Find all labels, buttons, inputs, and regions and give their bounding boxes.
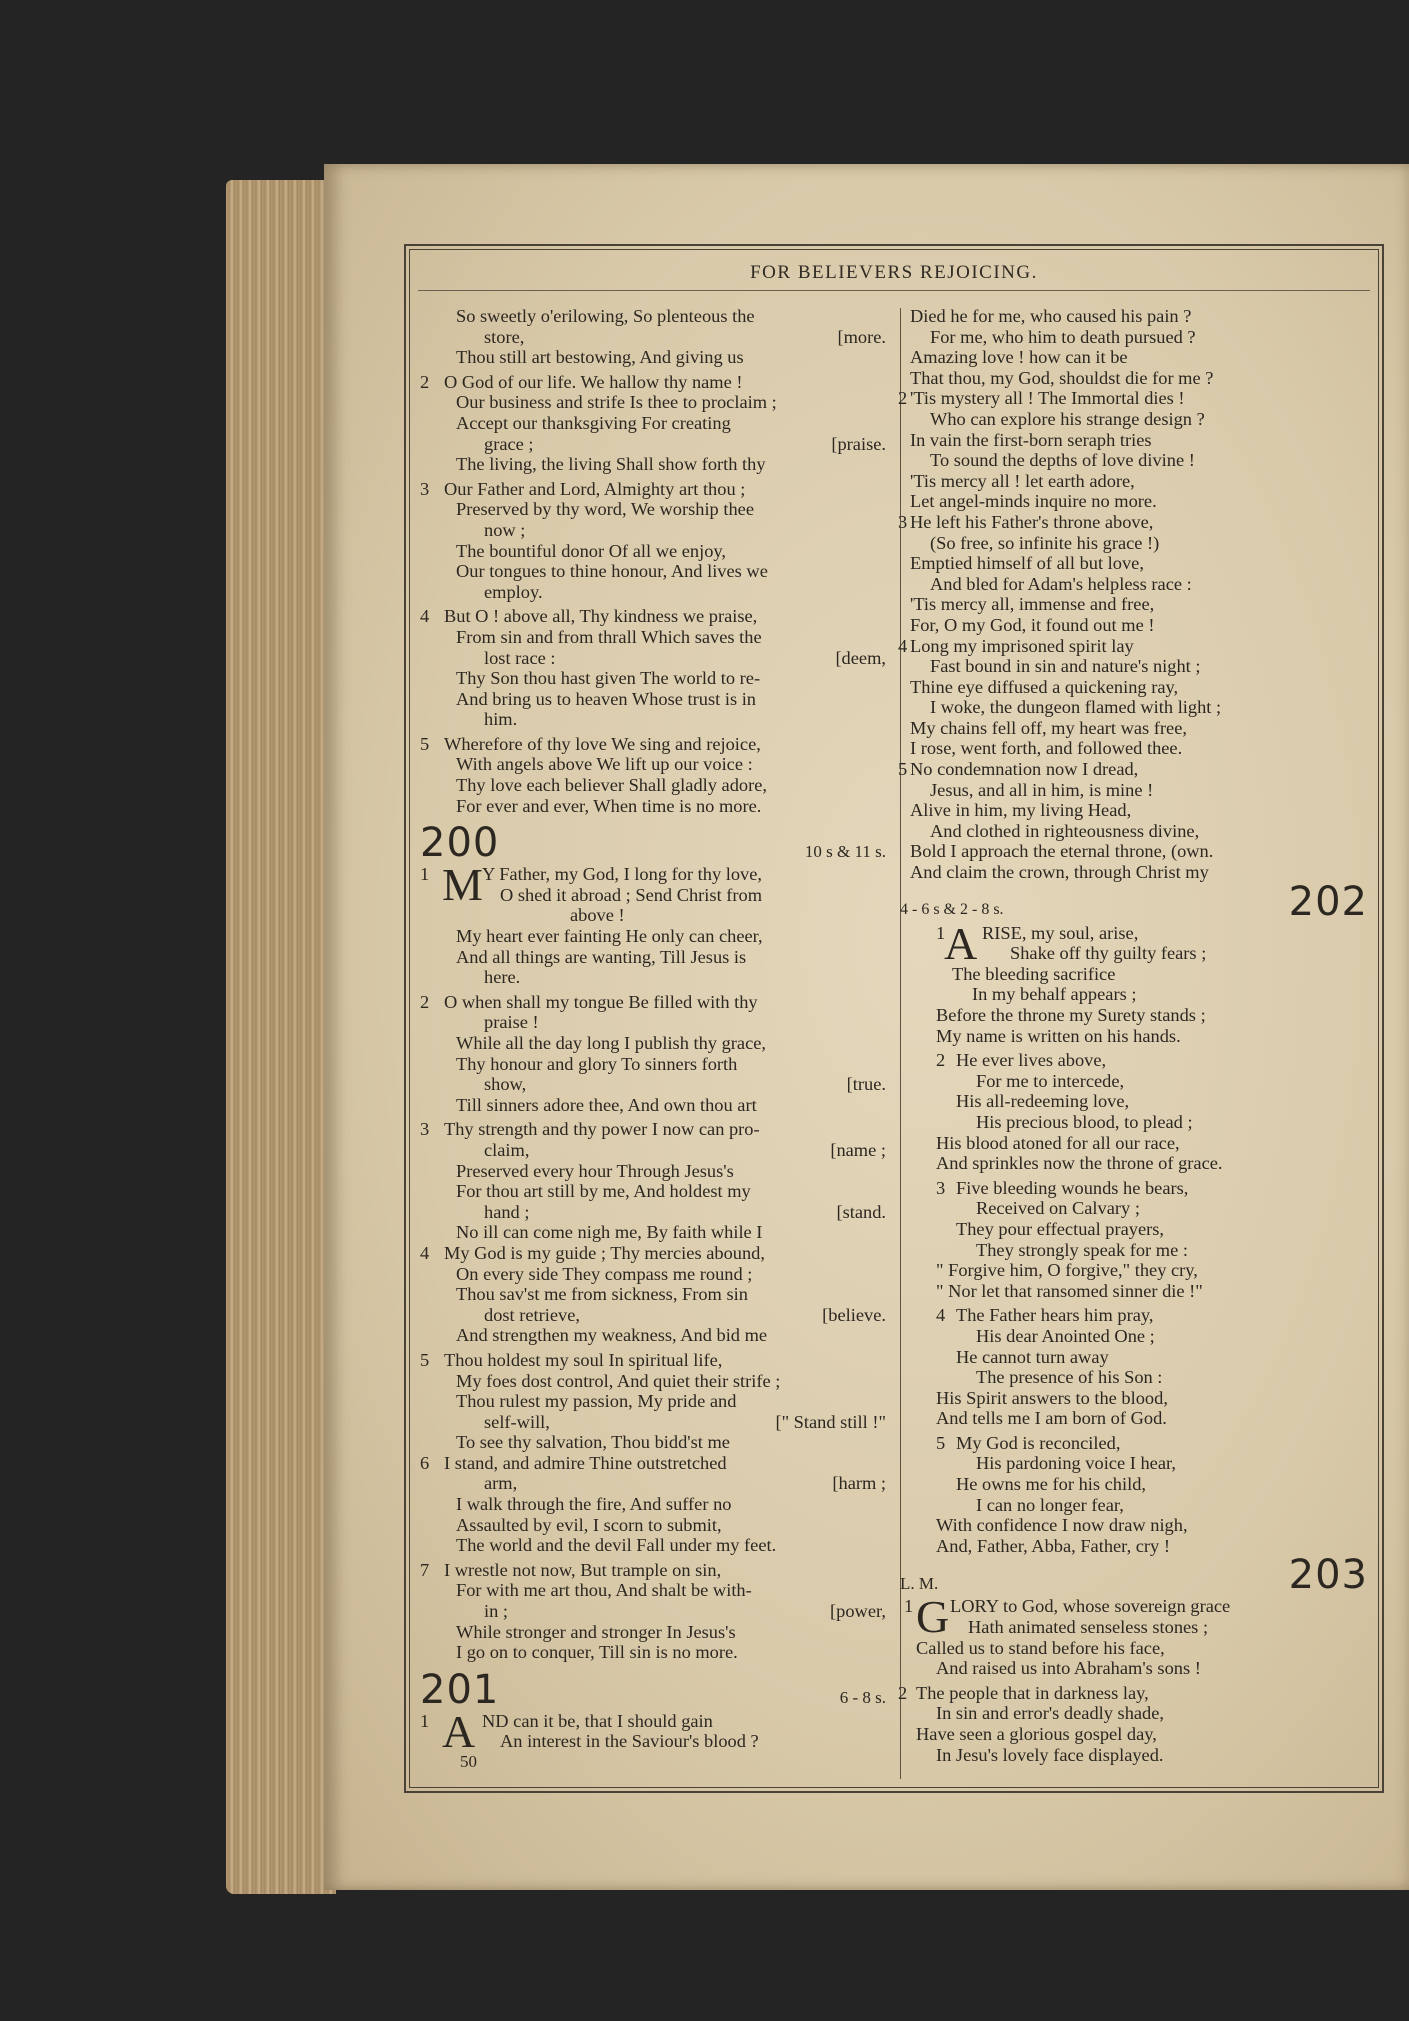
verse-line: grace ; [praise.	[484, 433, 886, 454]
page-frame	[404, 244, 1384, 1793]
hymn-202-verse-3	[910, 1178, 1368, 1302]
verse-line: And strengthen my weakness, And bid me	[456, 1325, 768, 1346]
hymn-201-verse-1	[420, 1705, 892, 1757]
hymn-number: 200	[420, 820, 500, 867]
verse-number: 6	[420, 1452, 430, 1473]
verse-3	[420, 479, 892, 603]
verse-line: Assaulted by evil, I scorn to submit,	[456, 1514, 722, 1535]
verse-line: I can no longer fear,	[976, 1494, 1124, 1515]
verse-line: Accept our thanksgiving For creating	[456, 412, 731, 433]
verse-line: He cannot turn away	[956, 1346, 1109, 1367]
hymn-200-verse-6	[420, 1453, 892, 1556]
verse-line: His dear Anointed One ;	[976, 1325, 1155, 1346]
verse-line: Have seen a glorious gospel day,	[916, 1724, 1157, 1744]
verse-line: Bold I approach the eternal throne, (own.	[910, 841, 1214, 862]
verse-line: praise !	[484, 1012, 539, 1033]
verse-line: 'Tis mercy all ! let earth adore,	[910, 470, 1135, 491]
hymn-number: 203	[1288, 1552, 1368, 1599]
verse-line: 2 O when shall my tongue Be filled with thy	[420, 991, 758, 1012]
verse-line: His blood atoned for all our race,	[936, 1132, 1180, 1153]
verse-line: Thou sav'st me from sickness, From sin	[456, 1284, 748, 1305]
verse-line: 4 The Father hears him pray,	[936, 1305, 1154, 1326]
verse-line: show, [true.	[484, 1074, 886, 1095]
verse-line: him.	[484, 709, 518, 730]
verse-line: To see thy salvation, Thou bidd'st me	[456, 1432, 730, 1453]
verse-line: Thou still art bestowing, And giving us	[456, 347, 744, 368]
verse-line: 5 Thou holdest my soul In spiritual life,	[420, 1349, 723, 1370]
verse-line: They strongly speak for me :	[976, 1239, 1188, 1260]
verse-2	[420, 372, 892, 475]
verse-line: 3 He left his Father's throne above,	[898, 511, 1154, 532]
verse-line: The bountiful donor Of all we enjoy,	[456, 540, 727, 561]
verse-line: Amazing love ! how can it be	[910, 347, 1128, 368]
verse-line: I rose, went forth, and followed thee.	[910, 738, 1183, 759]
verse-number: 2	[898, 1682, 908, 1703]
verse-line: In vain the first-born seraph tries	[910, 429, 1152, 450]
verse-4	[420, 606, 892, 730]
verse-number: 5	[420, 1349, 430, 1370]
hymn-meter: 4 - 6 s & 2 - 8 s.	[900, 901, 1004, 919]
verse-line: 1 LORY to God, whose sovereign grace	[904, 1596, 1231, 1617]
verse-line: The presence of his Son :	[976, 1367, 1163, 1388]
verse-line: While stronger and stronger In Jesus's	[456, 1621, 736, 1642]
verse-line: 1 Y Father, my God, I long for thy love,	[420, 864, 763, 885]
verse-line: While all the day long I publish thy grace,	[456, 1033, 767, 1053]
hymn-201-verse-3	[898, 511, 1368, 636]
verse-number: 1	[420, 864, 430, 885]
verse-line: arm, [harm ;	[484, 1473, 886, 1494]
verse-number: 2	[420, 371, 430, 392]
verse-line: Preserved every hour Through Jesus's	[456, 1160, 734, 1181]
verse-number: 2	[420, 991, 430, 1012]
verse-line: 3 Thy strength and thy power I now can pro-	[420, 1119, 760, 1140]
verse-line: 1 RISE, my soul, arise,	[936, 922, 1139, 943]
verse-line: He owns me for his child,	[956, 1474, 1147, 1495]
drop-cap: A	[442, 1705, 476, 1757]
verse-line: store, [more.	[484, 326, 886, 347]
verse-line: For thou art still by me, And holdest my	[456, 1181, 751, 1202]
verse-line: And claim the crown, through Christ my	[910, 862, 1209, 883]
verse-line: Our tongues to thine honour, And lives we	[456, 561, 768, 582]
verse-number: 4	[898, 635, 908, 656]
verse-line: My heart ever fainting He only can cheer,	[456, 926, 763, 947]
verse-line: Till sinners adore thee, And own thou art	[456, 1094, 757, 1115]
verse-line: Thy love each believer Shall gladly adore,	[456, 775, 767, 796]
hymn-meter: L. M.	[900, 1573, 939, 1593]
verse-line: Alive in him, my living Head,	[910, 800, 1132, 821]
verse-line: 5 No condemnation now I dread,	[898, 759, 1139, 780]
verse-number: 7	[420, 1559, 430, 1580]
verse-line: above !	[570, 905, 625, 926]
verse-number: 5	[936, 1432, 946, 1453]
hymn-200-verse-3	[420, 1119, 892, 1243]
verse-line: Let angel-minds inquire no more.	[910, 491, 1157, 512]
verse-number: 2	[936, 1050, 946, 1071]
verse-line: 7 I wrestle not now, But trample on sin,	[420, 1559, 722, 1580]
header-rule	[418, 290, 1370, 291]
hymn-meter: 10 s & 11 s.	[804, 841, 886, 861]
verse-number: 1	[936, 922, 946, 943]
hymn-200-heading	[420, 820, 892, 867]
verse-line: " Nor let that ransomed sinner die !"	[936, 1280, 1203, 1301]
verse-line: In sin and error's deadly shade,	[936, 1703, 1165, 1724]
verse-line: His all-redeeming love,	[956, 1091, 1130, 1112]
verse-line: 3 Five bleeding wounds he bears,	[936, 1177, 1189, 1198]
hymn-202-verse-5	[910, 1433, 1368, 1557]
verse-line: The bleeding sacrifice	[952, 963, 1116, 984]
hymn-201-verse-4	[898, 635, 1368, 760]
verse-line: For me to intercede,	[976, 1070, 1125, 1091]
verse-line: Thy Son thou hast given The world to re-	[456, 668, 761, 689]
verse-line: " Forgive him, O forgive," they cry,	[936, 1260, 1198, 1281]
verse-line: claim, [name ;	[484, 1139, 886, 1160]
hymn-202-heading	[900, 878, 1368, 925]
verse-line: That thou, my God, shouldst die for me ?	[910, 367, 1214, 388]
hymn-200-verse-1	[420, 859, 892, 988]
hymn-number: 201	[420, 1666, 500, 1713]
verse-line: My name is written on his hands.	[936, 1025, 1181, 1046]
drop-cap: A	[944, 917, 978, 969]
verse-line: Died he for me, who caused his pain ?	[910, 306, 1192, 326]
verse-line: For me, who him to death pursued ?	[930, 326, 1196, 347]
verse-line: 2 He ever lives above,	[936, 1050, 1107, 1071]
hymn-number: 202	[1288, 878, 1368, 925]
page-edges	[226, 180, 336, 1894]
verse-line: Who can explore his strange design ?	[930, 408, 1205, 429]
verse-line: From sin and from thrall Which saves the	[456, 626, 762, 647]
verse-line: Received on Calvary ;	[976, 1198, 1140, 1219]
verse-number: 3	[420, 478, 430, 499]
verse-number: 3	[936, 1177, 946, 1198]
verse-number: 4	[420, 1242, 430, 1263]
verse-line: 4 My God is my guide ; Thy mercies abound,	[420, 1242, 765, 1263]
verse-number: 4	[420, 606, 430, 627]
drop-cap: M	[442, 859, 483, 911]
verse-line: And, Father, Abba, Father, cry !	[936, 1535, 1170, 1556]
verse-line: To sound the depths of love divine !	[930, 450, 1195, 471]
hymn-202-verse-2	[910, 1050, 1368, 1174]
verse-line: 3 Our Father and Lord, Almighty art thou ;	[420, 478, 746, 499]
hymn-201-verse-2	[898, 388, 1368, 512]
verse-line: O shed it abroad ; Send Christ from	[500, 884, 763, 905]
verse-line: I walk through the fire, And suffer no	[456, 1494, 732, 1515]
verse-line: The world and the devil Fall under my feet.	[456, 1535, 777, 1556]
verse-5	[420, 734, 892, 816]
verse-line: His pardoning voice I hear,	[976, 1453, 1176, 1474]
verse-line: (So free, so infinite his grace !)	[930, 532, 1160, 553]
verse-line: Shake off thy guilty fears ;	[1010, 943, 1207, 964]
verse-line: 5 My God is reconciled,	[936, 1432, 1121, 1453]
hymn-199-continuation	[420, 306, 892, 368]
verse-line: employ.	[484, 581, 543, 602]
verse-line: Emptied himself of all but love,	[910, 553, 1144, 574]
hymn-203-verse-1	[904, 1591, 1368, 1679]
verse-line: With angels above We lift up our voice :	[456, 754, 753, 775]
verse-number: 5	[420, 733, 430, 754]
verse-number: 1	[420, 1710, 430, 1731]
hymn-200-verse-7	[420, 1560, 892, 1663]
verse-line: I woke, the dungeon flamed with light ;	[930, 697, 1222, 718]
hymn-203-heading	[900, 1552, 1368, 1599]
running-head: FOR BELIEVERS REJOICING.	[750, 262, 1038, 283]
verse-line: 4 But O ! above all, Thy kindness we praise,	[420, 606, 758, 627]
verse-line: His Spirit answers to the blood,	[936, 1387, 1168, 1408]
verse-line: With confidence I now draw nigh,	[936, 1515, 1188, 1536]
verse-line: now ;	[484, 519, 526, 540]
verse-line: Before the throne my Surety stands ;	[936, 1005, 1206, 1025]
verse-line: Thy honour and glory To sinners forth	[456, 1053, 738, 1074]
hymn-200-verse-5	[420, 1350, 892, 1453]
verse-line: hand ; [stand.	[484, 1201, 886, 1222]
verse-number: 1	[904, 1596, 914, 1617]
verse-line: For ever and ever, When time is no more.	[456, 795, 762, 816]
hymn-202-verse-1	[910, 917, 1368, 1047]
verse-number: 2	[898, 388, 908, 409]
verse-line: My foes dost control, And quiet their strife ;	[456, 1370, 781, 1391]
verse-line: My chains fell off, my heart was free,	[910, 717, 1187, 738]
verse-line: in ; [power,	[484, 1601, 886, 1622]
hymn-200-verse-4	[420, 1243, 892, 1346]
verse-line: And sprinkles now the throne of grace.	[936, 1153, 1223, 1174]
verse-line: His precious blood, to plead ;	[976, 1111, 1193, 1132]
hymn-201-verse-5	[898, 759, 1368, 883]
drop-cap: G	[916, 1591, 950, 1643]
verse-line: And tells me I am born of God.	[936, 1408, 1167, 1429]
left-column	[420, 306, 892, 1773]
verse-line: Called us to stand before his face,	[916, 1637, 1165, 1658]
verse-line: In my behalf appears ;	[972, 984, 1137, 1005]
verse-line: here.	[484, 967, 521, 988]
verse-line: 2 O God of our life. We hallow thy name !	[420, 371, 743, 392]
verse-line: 2 'Tis mystery all ! The Immortal dies !	[898, 388, 1185, 409]
verse-line: Thou rulest my passion, My pride and	[456, 1391, 737, 1412]
verse-line: And bring us to heaven Whose trust is in	[456, 688, 757, 709]
verse-line: 2 The people that in darkness lay,	[898, 1682, 1149, 1703]
verse-line: So sweetly o'erilowing, So plenteous the	[456, 306, 755, 326]
verse-line: And clothed in righteousness divine,	[930, 820, 1200, 841]
page-number: 50	[460, 1752, 477, 1771]
verse-line: In Jesu's lovely face displayed.	[936, 1744, 1164, 1765]
verse-line: For with me art thou, And shalt be with-	[456, 1580, 752, 1601]
hymn-meter: 6 - 8 s.	[839, 1688, 886, 1708]
verse-line: self-will, [" Stand still !"	[484, 1411, 886, 1432]
verse-line: An interest in the Saviour's blood ?	[500, 1731, 759, 1752]
hymn-201-continuation	[910, 306, 1368, 388]
verse-line: And raised us into Abraham's sons !	[936, 1658, 1201, 1679]
verse-line: 1 ND can it be, that I should gain	[420, 1710, 713, 1731]
verse-line: Our business and strife Is thee to proclaim ;	[456, 392, 777, 413]
verse-line: dost retrieve, [believe.	[484, 1304, 886, 1325]
verse-number: 3	[898, 511, 908, 532]
verse-number: 5	[898, 759, 908, 780]
verse-number: 3	[420, 1119, 430, 1140]
verse-line: Preserved by thy word, We worship thee	[456, 499, 754, 520]
verse-line: And bled for Adam's helpless race :	[930, 573, 1192, 594]
verse-line: On every side They compass me round ;	[456, 1263, 753, 1284]
verse-line: 5 Wherefore of thy love We sing and rejoice,	[420, 733, 761, 754]
verse-line: For, O my God, it found out me !	[910, 614, 1155, 635]
verse-line: Hath animated senseless stones ;	[968, 1617, 1209, 1638]
verse-line: I go on to conquer, Till sin is no more.	[456, 1642, 738, 1663]
verse-line: Thine eye diffused a quickening ray,	[910, 676, 1179, 697]
page	[324, 164, 1409, 1890]
right-column	[898, 306, 1368, 1765]
verse-line: And all things are wanting, Till Jesus is	[456, 946, 747, 967]
verse-line: 6 I stand, and admire Thine outstretched	[420, 1452, 727, 1473]
verse-line: lost race : [deem,	[484, 647, 886, 668]
verse-line: 'Tis mercy all, immense and free,	[910, 594, 1155, 615]
verse-line: Jesus, and all in him, is mine !	[930, 779, 1154, 800]
hymnbook	[226, 164, 1409, 1924]
hymn-202-verse-4	[910, 1305, 1368, 1429]
hymn-201-heading	[420, 1666, 892, 1713]
hymn-203-verse-2	[898, 1682, 1368, 1765]
verse-line: Fast bound in sin and nature's night ;	[930, 656, 1201, 677]
verse-line: 4 Long my imprisoned spirit lay	[898, 635, 1134, 656]
verse-line: They pour effectual prayers,	[956, 1218, 1164, 1239]
verse-line: No ill can come nigh me, By faith while I	[456, 1222, 763, 1243]
hymn-200-verse-2	[420, 992, 892, 1116]
verse-number: 4	[936, 1305, 946, 1326]
verse-line: The living, the living Shall show forth thy	[456, 454, 766, 475]
